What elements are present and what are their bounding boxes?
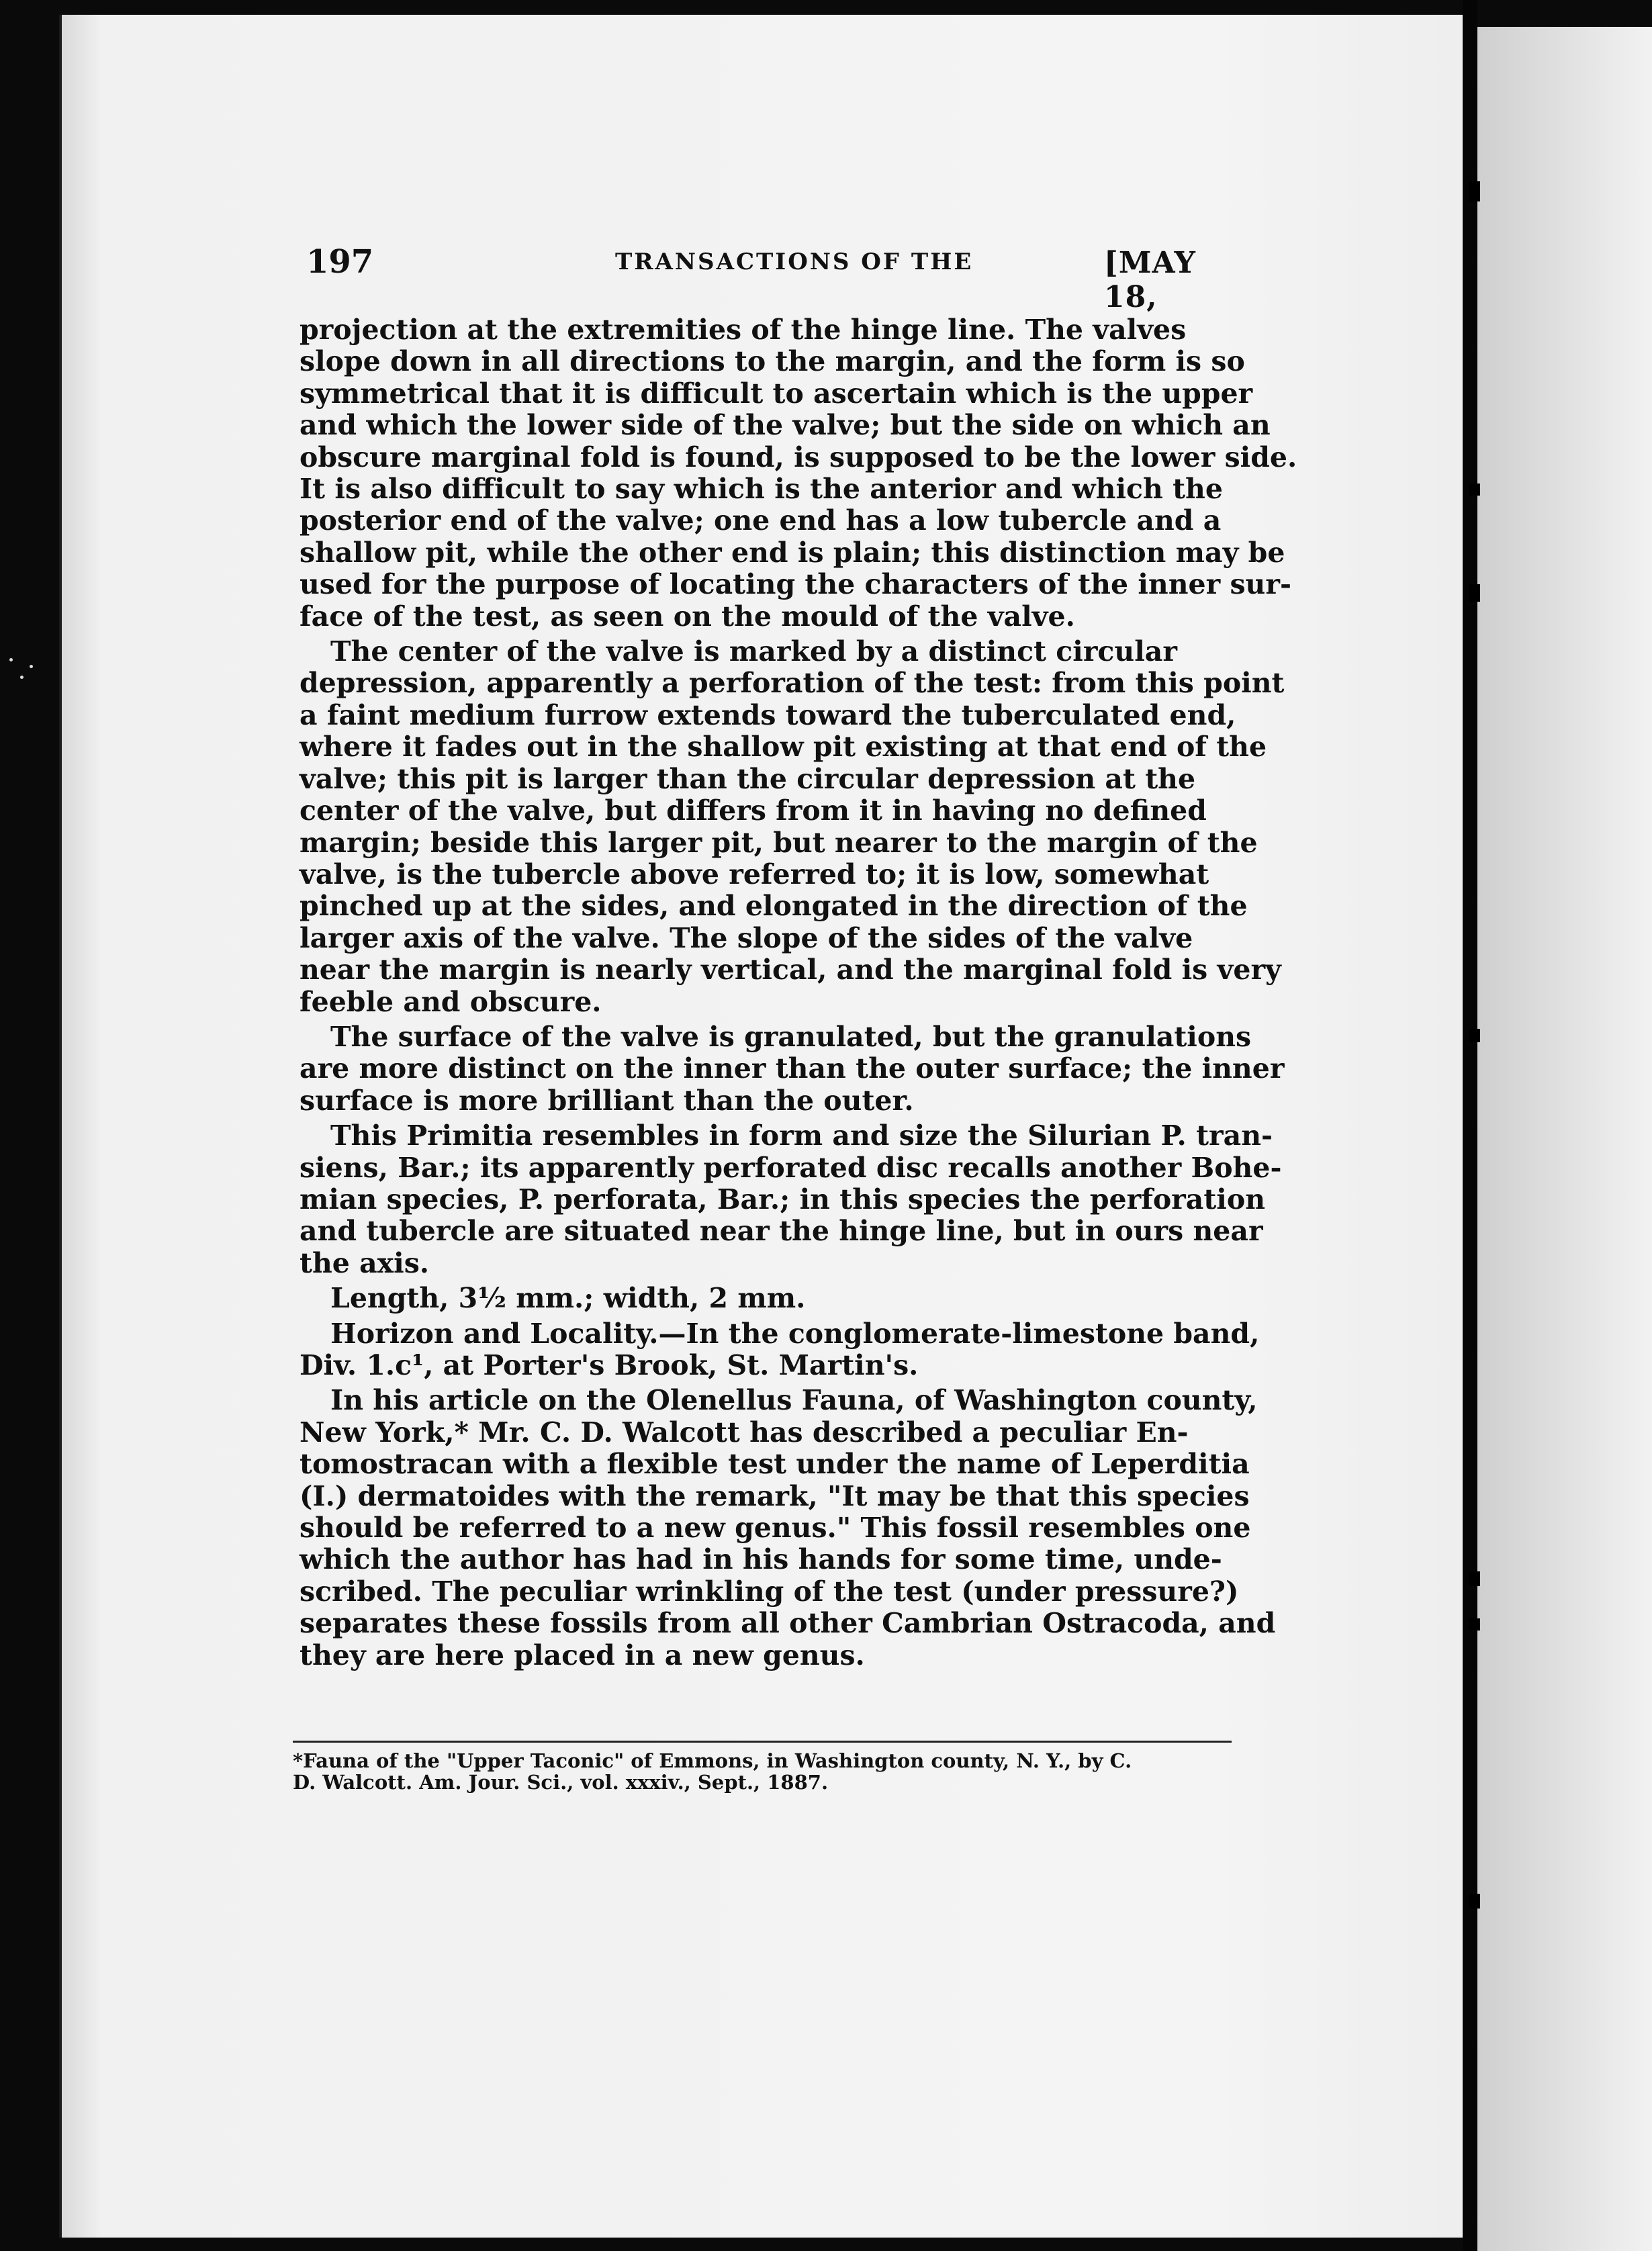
footnote-divider <box>293 1741 1232 1743</box>
spine-mark <box>1469 1618 1480 1630</box>
text-line: Length, 3½ mm.; width, 2 mm. <box>330 1282 806 1315</box>
text-line: symmetrical that it is difficult to ascertain which is the upper <box>300 377 1253 410</box>
scan-speck <box>9 658 13 661</box>
text-line: which the author has had in his hands for some time, unde- <box>300 1543 1222 1576</box>
text-line: separates these fossils from all other Cambrian Ostracoda, and <box>300 1607 1276 1640</box>
text-line: obscure marginal fold is found, is supposed to be the lower side. <box>300 441 1297 473</box>
page-number: 197 <box>306 243 374 281</box>
text-line: the axis. <box>300 1246 430 1279</box>
spine-mark <box>1469 1029 1480 1042</box>
text-line: and which the lower side of the valve; but the side on which an <box>300 409 1271 442</box>
paragraph <box>300 1283 1233 1314</box>
footnote-line: D. Walcott. Am. Jour. Sci., vol. xxxiv., Sept., 1887. <box>293 1771 829 1794</box>
text-line: are more distinct on the inner than the outer surface; the inner <box>300 1052 1285 1085</box>
text-line: In his article on the Olenellus Fauna, of Washington county, <box>330 1384 1258 1417</box>
footnote-line: *Fauna of the "Upper Taconic" of Emmons, in Washington county, N. Y., by C. <box>293 1749 1132 1772</box>
book-spine <box>1463 0 1477 2251</box>
text-line: near the margin is nearly vertical, and the marginal fold is very <box>300 954 1281 986</box>
text-line: valve; this pit is larger than the circular depression at the <box>300 762 1196 795</box>
text-line: they are here placed in a new genus. <box>300 1639 865 1671</box>
text-line: This Primitia resembles in form and size the Silurian P. tran- <box>330 1119 1273 1152</box>
text-line: It is also difficult to say which is the anterior and which the <box>300 473 1223 506</box>
scan-speck <box>20 676 24 679</box>
text-line: projection at the extremities of the hinge line. The valves <box>300 314 1187 346</box>
text-line: depression, apparently a perforation of the test: from this point <box>300 667 1285 700</box>
text-line: surface is more brilliant than the outer. <box>300 1084 914 1117</box>
text-line: where it fades out in the shallow pit existing at that end of the <box>300 731 1267 764</box>
text-line: used for the purpose of locating the characters of the inner sur- <box>300 568 1291 601</box>
paragraph <box>300 1317 1260 1382</box>
text-line: shallow pit, while the other end is plain; this distinction may be <box>300 536 1285 569</box>
paragraph <box>300 1020 1285 1117</box>
paragraph <box>300 314 1297 633</box>
text-line: tomostracan with a flexible test under the name of Leperditia <box>300 1448 1250 1481</box>
text-line: siens, Bar.; its apparently perforated disc recalls another Bohe- <box>300 1151 1282 1184</box>
text-line: New York,* Mr. C. D. Walcott has described a peculiar En- <box>300 1416 1189 1449</box>
text-line: a faint medium furrow extends toward the tuberculated end, <box>300 698 1236 731</box>
text-line: posterior end of the valve; one end has a low tubercle and a <box>300 504 1222 537</box>
body-text <box>300 314 1297 1675</box>
text-line: (I.) dermatoides with the remark, "It may be that this species <box>300 1479 1250 1512</box>
text-line: feeble and obscure. <box>300 985 602 1018</box>
text-line: larger axis of the valve. The slope of the sides of the valve <box>300 921 1193 954</box>
spine-mark <box>1469 1894 1480 1909</box>
page-header <box>306 243 1246 314</box>
spine-mark <box>1469 584 1480 602</box>
text-line: face of the test, as seen on the mould of the valve. <box>300 600 1075 633</box>
text-line: mian species, P. perforata, Bar.; in this species the perforation <box>300 1183 1266 1215</box>
footnote <box>293 1750 1240 1793</box>
text-line: valve, is the tubercle above referred to; it is low, somewhat <box>300 858 1209 890</box>
text-line: and tubercle are situated near the hinge line, but in ours near <box>300 1215 1263 1248</box>
scan-speck <box>30 665 33 668</box>
spine-mark <box>1469 1571 1480 1586</box>
spine-mark <box>1469 484 1480 496</box>
right-page-edge <box>1477 27 1652 2251</box>
running-head: TRANSACTIONS OF THE <box>615 248 974 275</box>
paragraph <box>300 635 1285 1018</box>
text-line: margin; beside this larger pit, but nearer to the margin of the <box>300 826 1258 859</box>
spine-mark <box>1469 181 1480 201</box>
text-line: Div. 1.c¹, at Porter's Brook, St. Martin's. <box>300 1349 919 1381</box>
text-line: The center of the valve is marked by a distinct circular <box>330 635 1177 668</box>
text-line: slope down in all directions to the margin, and the form is so <box>300 345 1245 378</box>
text-line: Horizon and Locality.—In the conglomerate-limestone band, <box>330 1317 1260 1350</box>
text-line: scribed. The peculiar wrinkling of the test (under pressure?) <box>300 1575 1239 1608</box>
text-line: pinched up at the sides, and elongated in the direction of the <box>300 890 1248 923</box>
text-line: The surface of the valve is granulated, but the granulations <box>330 1020 1252 1053</box>
paragraph <box>300 1384 1276 1671</box>
header-date: [MAY 18, <box>1104 246 1196 314</box>
paragraph <box>300 1119 1282 1279</box>
text-line: should be referred to a new genus." This fossil resembles one <box>300 1512 1251 1545</box>
text-line: center of the valve, but differs from it in having no defined <box>300 794 1207 827</box>
